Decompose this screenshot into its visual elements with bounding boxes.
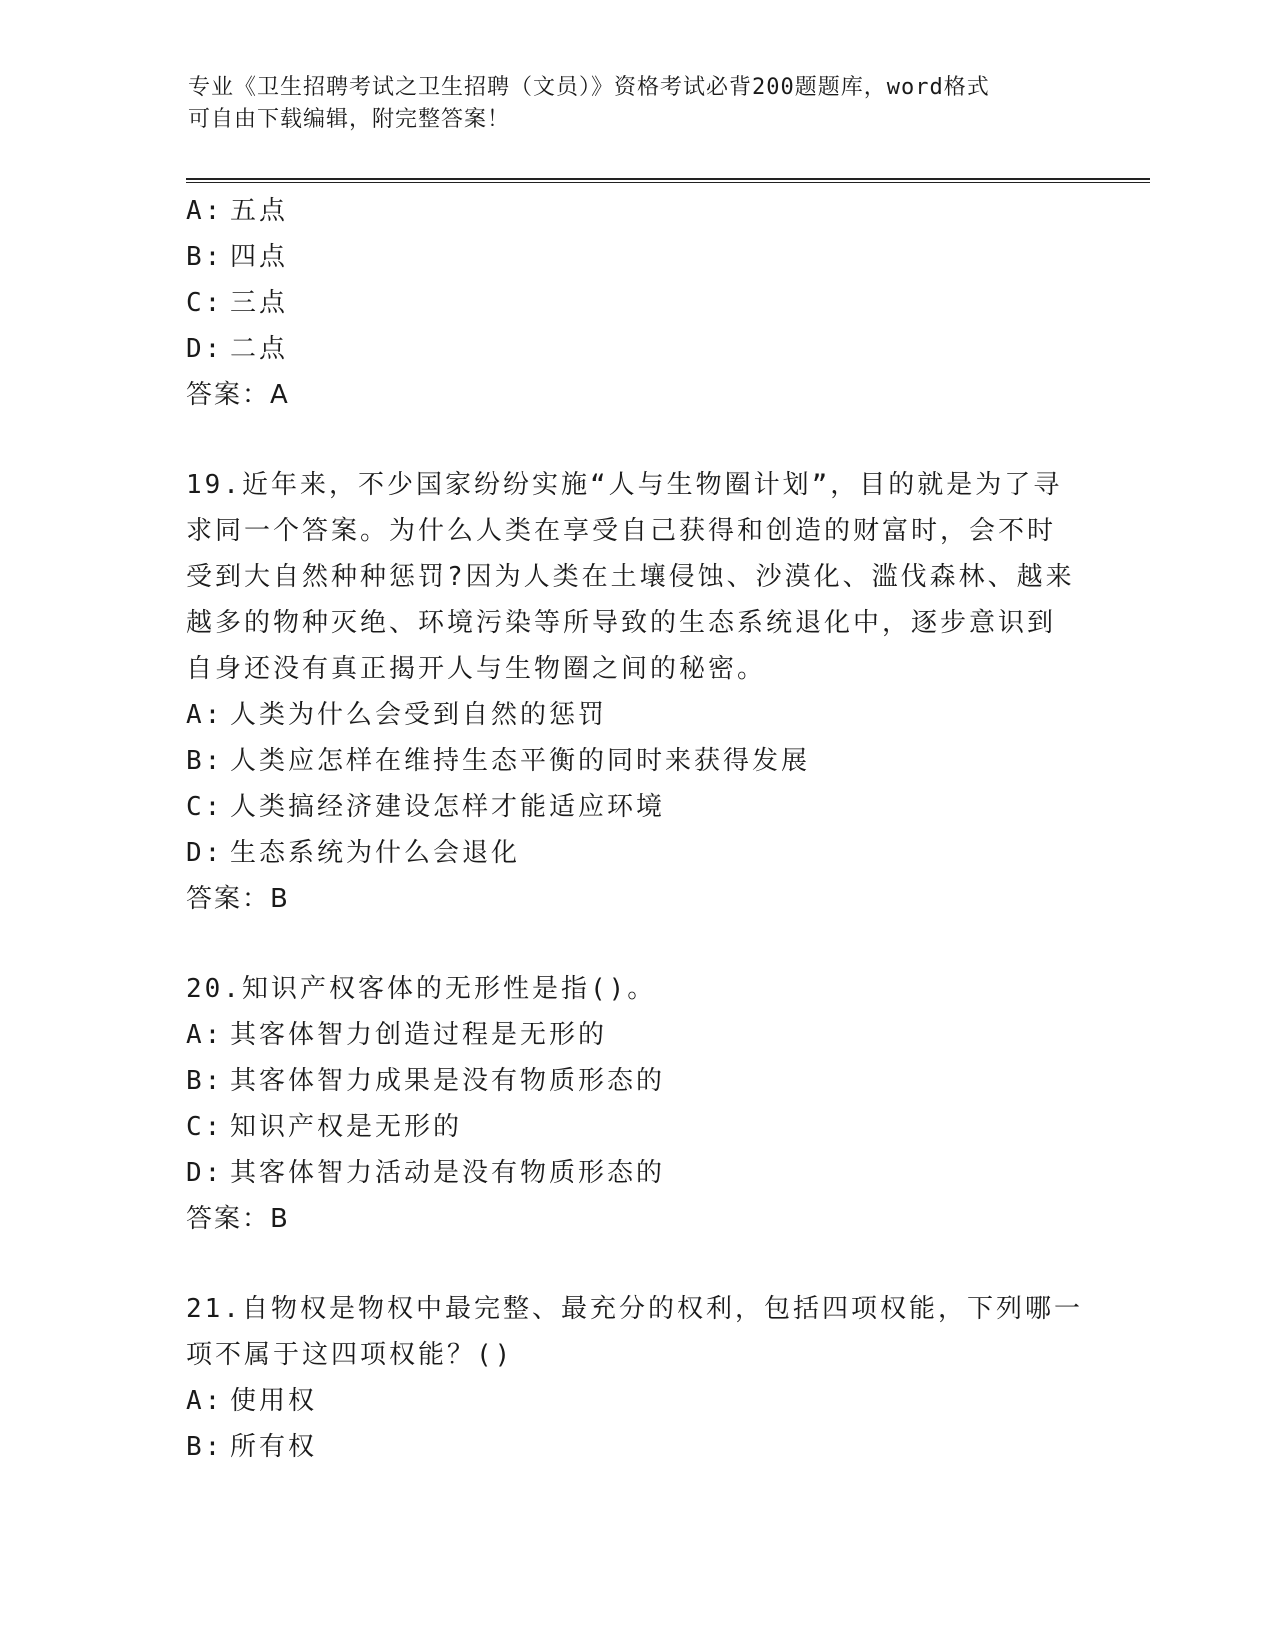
option-key: B: (186, 1066, 224, 1096)
option-a (186, 188, 1086, 234)
option-key: D: (186, 334, 224, 364)
option-text: 五点 (230, 196, 289, 226)
option-c (186, 784, 1086, 830)
option-a (186, 1378, 1086, 1424)
option-b (186, 1058, 1086, 1104)
question-text-line: 越多的物种灭绝、环境污染等所导致的生态系统退化中，逐步意识到 (186, 608, 1057, 638)
option-text: 四点 (230, 242, 289, 272)
option-d (186, 1150, 1086, 1196)
option-c (186, 1104, 1086, 1150)
spacer (186, 922, 1086, 966)
option-key: C: (186, 1112, 224, 1142)
option-text: 三点 (230, 288, 289, 318)
question-18 (186, 188, 1086, 418)
document-header (188, 72, 1068, 136)
answer-line: 答案：A (186, 380, 290, 410)
option-key: D: (186, 1158, 224, 1188)
option-text: 人类为什么会受到自然的惩罚 (230, 700, 608, 730)
option-key: C: (186, 288, 224, 318)
answer-line: 答案：B (186, 1204, 290, 1234)
option-b (186, 234, 1086, 280)
header-line-1: 专业《卫生招聘考试之卫生招聘（文员）》资格考试必背200题题库，word格式 (188, 75, 990, 100)
option-text: 其客体智力创造过程是无形的 (230, 1020, 608, 1050)
option-d (186, 830, 1086, 876)
option-b (186, 1424, 1086, 1470)
question-text-line: 受到大自然种种惩罚?因为人类在土壤侵蚀、沙漠化、滥伐森林、越来 (186, 562, 1075, 592)
option-text: 人类应怎样在维持生态平衡的同时来获得发展 (230, 746, 811, 776)
header-divider (186, 178, 1150, 183)
spacer (186, 1242, 1086, 1286)
question-20 (186, 966, 1086, 1242)
answer-line: 答案：B (186, 884, 290, 914)
option-b (186, 738, 1086, 784)
option-text: 其客体智力活动是没有物质形态的 (230, 1158, 666, 1188)
question-text-line: 21.自物权是物权中最完整、最充分的权利，包括四项权能，下列哪一 (186, 1294, 1083, 1324)
option-text: 知识产权是无形的 (230, 1112, 463, 1142)
header-line-2: 可自由下载编辑，附完整答案！ (188, 107, 511, 132)
option-key: B: (186, 242, 224, 272)
option-a (186, 1012, 1086, 1058)
option-key: A: (186, 196, 224, 226)
option-text: 所有权 (230, 1432, 318, 1462)
option-key: B: (186, 1432, 224, 1462)
option-key: A: (186, 1020, 224, 1050)
question-19 (186, 462, 1086, 922)
option-key: C: (186, 792, 224, 822)
option-a (186, 692, 1086, 738)
option-text: 人类搞经济建设怎样才能适应环境 (230, 792, 666, 822)
option-key: A: (186, 700, 224, 730)
option-text: 生态系统为什么会退化 (230, 838, 521, 868)
question-text-line: 项不属于这四项权能？() (186, 1340, 514, 1370)
option-key: A: (186, 1386, 224, 1416)
option-text: 使用权 (230, 1386, 318, 1416)
question-list (186, 188, 1086, 1470)
question-text-line: 求同一个答案。为什么人类在享受自己获得和创造的财富时，会不时 (186, 516, 1057, 546)
question-text-line: 19.近年来，不少国家纷纷实施“人与生物圈计划”，目的就是为了寻 (186, 470, 1063, 500)
question-text-line: 20.知识产权客体的无形性是指()。 (186, 974, 657, 1004)
option-key: D: (186, 838, 224, 868)
option-key: B: (186, 746, 224, 776)
option-text: 二点 (230, 334, 289, 364)
option-text: 其客体智力成果是没有物质形态的 (230, 1066, 666, 1096)
spacer (186, 418, 1086, 462)
question-21 (186, 1286, 1086, 1470)
option-c (186, 280, 1086, 326)
question-text-line: 自身还没有真正揭开人与生物圈之间的秘密。 (186, 654, 767, 684)
option-d (186, 326, 1086, 372)
